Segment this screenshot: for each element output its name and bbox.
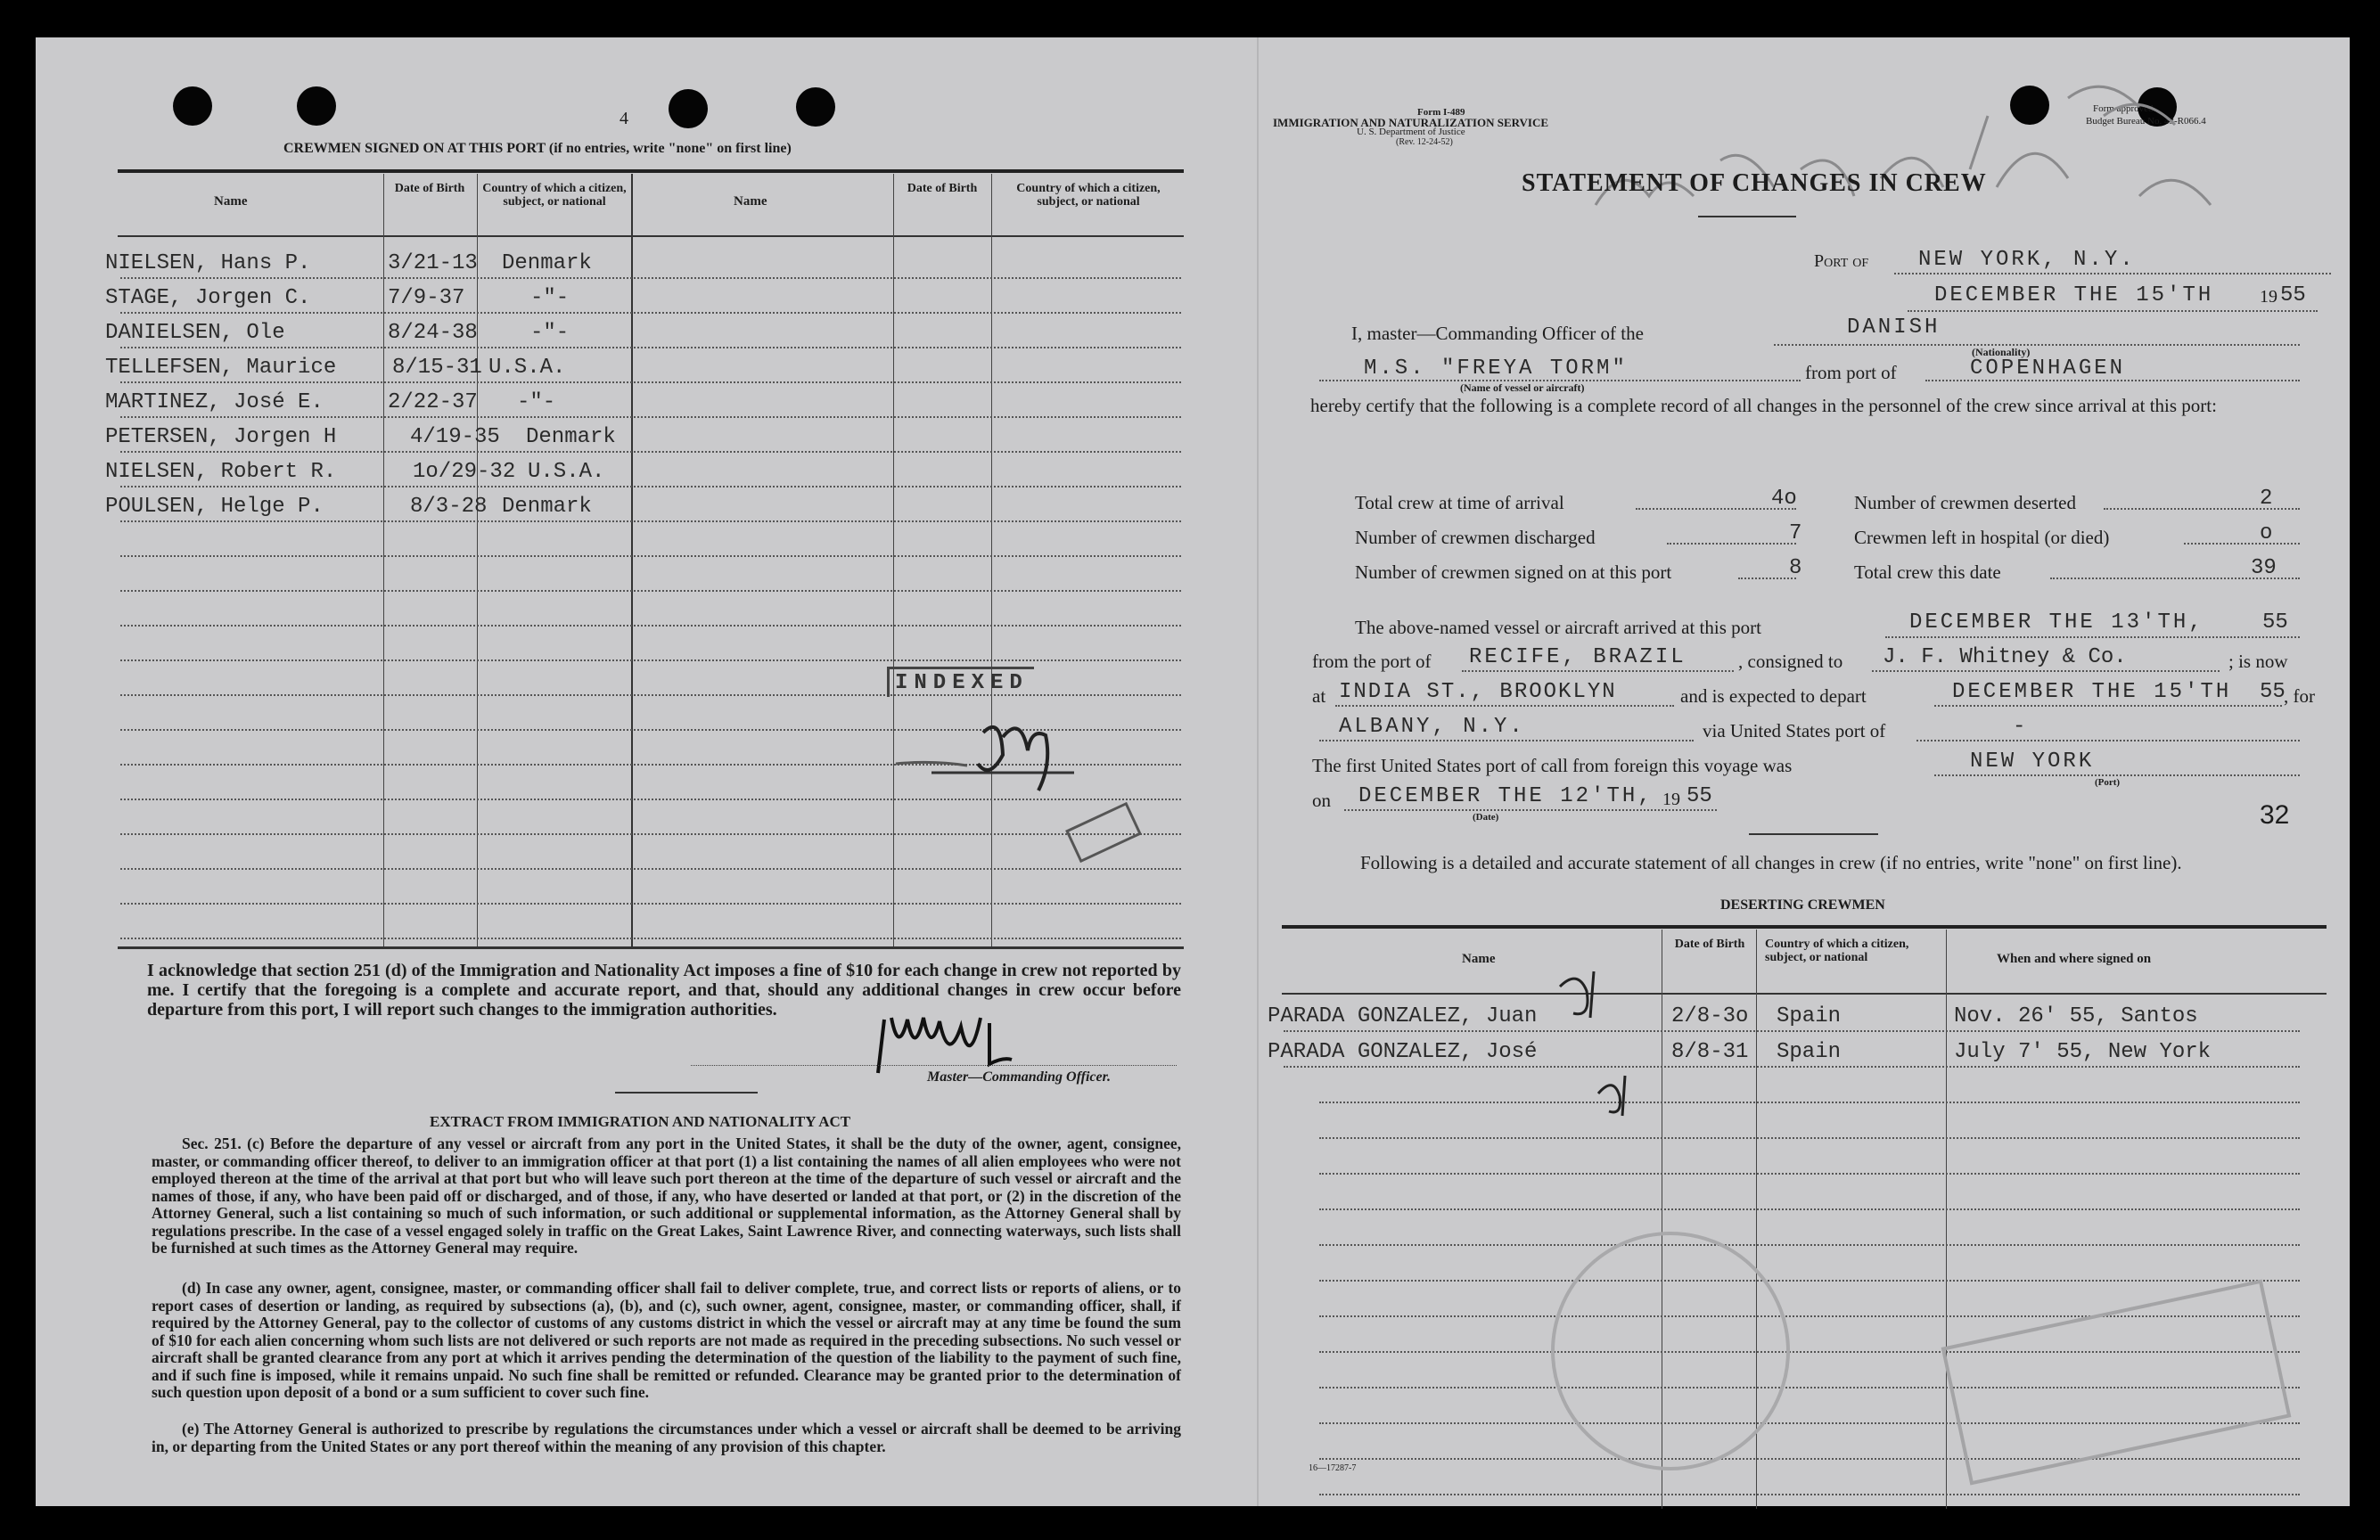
arrived-value: DECEMBER THE 13'TH,	[1909, 610, 2204, 635]
certification-label: I, master—Commanding Officer of the	[1351, 323, 1644, 344]
on-value: DECEMBER THE 12'TH,	[1358, 784, 1654, 808]
stat-hospital-label: Crewmen left in hospital (or died)	[1854, 527, 2110, 548]
print-code: 16—17287-7	[1309, 1463, 1357, 1473]
table-top-rule	[118, 169, 1184, 173]
nationality-caption: (Nationality)	[1972, 346, 2031, 358]
deserter-dob: 8/8-31	[1671, 1040, 1749, 1064]
report-year: 55	[2280, 283, 2306, 307]
extract-paragraph-d: (d) In case any owner, agent, consignee, master, or commanding officer shall fail to deliver complete, true, and correct lists or reports of aliens, or to report cases of desertion or landing, as required by subsections (a), (b), and (c), such owner, agent, consignee, master, or commanding officer, shall, if required by the Attorney General, pay to the collector of customs of any customs district in which the vessel or aircraft may at any time be found the sum of $10 for each alien concerning whom such lists are not delivered or such reports are not made as required in the preceding subsections. No such vessel or aircraft shall be granted clearance from any port at which it arrives pending the determination of the question of the liability to the payment of such fine, and if such fine is imposed, while it remains unpaid. No such fine shall be remitted or refunded. Clearance may be granted prior to the determination of such question upon deposit of a bond or a sum sufficient to cover such fine.	[152, 1279, 1181, 1401]
via-label: via United States port of	[1703, 720, 1886, 741]
stat-discharged-value: 7	[1789, 521, 1802, 545]
crew-dob: 8/3-28	[410, 495, 488, 519]
page-fold	[1257, 37, 1259, 1506]
crew-name: TELLEFSEN, Maurice	[105, 356, 337, 380]
certify-text: hereby certify that the following is a complete record of all changes in the personnel of the crew since arrival at this port:	[1310, 395, 2217, 416]
form-title: STATEMENT OF CHANGES IN CREW	[1522, 169, 1987, 197]
crew-country: -"-	[517, 390, 556, 414]
punch-hole	[669, 89, 708, 128]
document-sheet	[36, 37, 2350, 1506]
stat-signed-on-label: Number of crewmen signed on at this port	[1355, 561, 1672, 583]
budget-bureau: Budget Bureau No. 43-R066.4	[2086, 116, 2206, 127]
signature-caption: Master—Commanding Officer.	[927, 1069, 1111, 1085]
following-text: Following is a detailed and accurate statement of all changes in crew (if no entries, write "none" on first line).	[1360, 852, 2182, 873]
port-value: NEW YORK, N.Y.	[1918, 248, 2136, 272]
is-now-label: ; is now	[2228, 651, 2288, 672]
faded-round-stamp	[1551, 1232, 1790, 1470]
deserting-col-name: Name	[1462, 952, 1496, 966]
port-label: Port of	[1814, 251, 1869, 271]
stat-total-crew-date-value: 39	[2251, 556, 2277, 580]
nationality-value: DANISH	[1847, 315, 1941, 340]
stat-hospital-value: o	[2260, 521, 2273, 545]
on-label: on	[1312, 790, 1331, 811]
acknowledgement-text: I acknowledge that section 251 (d) of the Immigration and Nationality Act imposes a fine of $10 for each change in crew not reported by me. I certify that the foregoing is a complete and accurate report, and that, should any additional changes in crew occur before departure from this port, I will report such changes to the immigration authorities.	[147, 961, 1181, 1020]
right-page-number: 32	[2260, 800, 2290, 830]
deserter-name: PARADA GONZALEZ, José	[1268, 1040, 1538, 1064]
form-number: Form I-489	[1417, 107, 1465, 118]
col-header-dob-2: Date of Birth	[907, 182, 978, 195]
deserting-title: DESERTING CREWMEN	[1720, 897, 1885, 913]
report-date: DECEMBER THE 15'TH	[1934, 283, 2214, 307]
crew-country: Denmark	[502, 495, 592, 519]
col-header-name: Name	[214, 194, 248, 209]
department: U. S. Department of Justice	[1357, 127, 1465, 137]
on-year: 55	[1687, 784, 1712, 808]
crew-name: MARTINEZ, José E.	[105, 390, 324, 414]
crew-country: U.S.A.	[488, 356, 566, 380]
crew-dob: 4/19-35	[410, 425, 500, 449]
crew-name: PETERSEN, Jorgen H	[105, 425, 337, 449]
col-header-dob: Date of Birth	[394, 182, 465, 195]
crew-name: STAGE, Jorgen C.	[105, 286, 311, 310]
port-caption: (Port)	[2095, 777, 2121, 788]
vessel-name: M.S. "FREYA TORM"	[1364, 356, 1628, 381]
table-header-rule	[118, 235, 1184, 237]
date-caption: (Date)	[1473, 812, 1499, 823]
form-approved: Form approved.	[2093, 103, 2156, 114]
stat-total-crew-arrival-value: 4o	[1771, 487, 1797, 511]
stat-total-crew-date-label: Total crew this date	[1854, 561, 2001, 583]
indexed-stamp: INDEXED	[887, 667, 1034, 697]
crew-country: U.S.A.	[528, 460, 605, 484]
stat-total-crew-arrival-label: Total crew at time of arrival	[1355, 492, 1564, 513]
deserting-col-dob: Date of Birth	[1674, 938, 1745, 951]
crew-dob: 8/15-31	[392, 356, 482, 380]
initials-mark	[878, 701, 1092, 799]
crew-dob: 8/24-38	[388, 321, 478, 345]
for-label: , for	[2284, 685, 2315, 707]
stat-discharged-label: Number of crewmen discharged	[1355, 527, 1596, 548]
col-header-name-2: Name	[734, 194, 767, 209]
arrived-label: The above-named vessel or aircraft arrived at this port	[1355, 617, 1761, 638]
agency-name: IMMIGRATION AND NATURALIZATION SERVICE	[1273, 116, 1549, 129]
deserter-name: PARADA GONZALEZ, Juan	[1268, 1004, 1538, 1028]
on-year-prefix: 19	[1662, 790, 1680, 809]
arrived-year: 55	[2262, 610, 2288, 635]
form-revision: (Rev. 12-24-52)	[1396, 137, 1453, 147]
check-mark	[1591, 1071, 1645, 1125]
first-port-value: NEW YORK	[1970, 750, 2095, 774]
extract-title: EXTRACT FROM IMMIGRATION AND NATIONALITY ACT	[430, 1113, 851, 1130]
crew-dob: 2/22-37	[388, 390, 478, 414]
depart-label: and is expected to depart	[1680, 685, 1867, 707]
col-header-country: Country of which a citizen, subject, or national	[482, 182, 627, 209]
extract-paragraph-e: (e) The Attorney General is authorized to prescribe by regulations the circumstances under which a vessel or aircraft shall be deemed to be arriving in, or departing from the United States or any port thereof within the meaning of any provision of this chapter.	[152, 1420, 1181, 1455]
for-value: ALBANY, N.Y.	[1339, 715, 1525, 739]
left-page-number: 4	[620, 109, 628, 128]
check-mark	[1551, 964, 1613, 1027]
extract-paragraph-251c: Sec. 251. (c) Before the departure of any vessel or aircraft from any port in the United States, it shall be the duty of the owner, agent, consignee, master, or commanding officer thereof, to deliver to an immigration officer at that port (1) a list containing the names of all alien employees who were not employed thereon at the time of the arrival at that port but who will leave such port thereon at the time of the departure of such vessel or aircraft and the names of those, if any, who have been paid off or discharged, and of those, if any, who have deserted or landed at that port, or (2) in the discretion of the Attorney General, such a list containing so much of such information, or such additional or supplemental information, as the Attorney General shall by regulations prescribe. In the case of a vessel engaged solely in traffic on the Great Lakes, Saint Lawrence River, and connecting waterways, such lists shall be furnished at such times as the Attorney General may require.	[152, 1135, 1181, 1257]
depart-year: 55	[2260, 680, 2286, 704]
deserter-signed-on: July 7' 55, New York	[1954, 1040, 2212, 1064]
crew-name: POULSEN, Helge P.	[105, 495, 324, 519]
report-year-prefix: 19	[2260, 287, 2277, 307]
crew-dob: 1o/29-32	[413, 460, 516, 484]
stat-deserted-value: 2	[2260, 487, 2273, 511]
consigned-label: , consigned to	[1738, 651, 1843, 672]
punch-hole	[297, 86, 336, 126]
depart-value: DECEMBER THE 15'TH	[1952, 680, 2232, 704]
partial-stamp	[1065, 802, 1142, 863]
crew-dob: 7/9-37	[388, 286, 465, 310]
deserting-col-country: Country of which a citizen, subject, or national	[1765, 938, 1909, 964]
crew-country: -"-	[530, 286, 570, 310]
col-header-country-2: Country of which a citizen, subject, or national	[1016, 182, 1161, 209]
crew-name: NIELSEN, Hans P.	[105, 251, 311, 275]
at-value: INDIA ST., BROOKLYN	[1339, 680, 1617, 704]
crewmen-signed-on-heading: CREWMEN SIGNED ON AT THIS PORT (if no entries, write "none" on first line)	[283, 141, 792, 156]
faded-rect-stamp	[1941, 1279, 2292, 1485]
from-port-value: COPENHAGEN	[1970, 356, 2126, 381]
deserter-dob: 2/8-3o	[1671, 1004, 1749, 1028]
deserter-country: Spain	[1777, 1004, 1842, 1028]
crew-country: Denmark	[526, 425, 616, 449]
stat-deserted-label: Number of crewmen deserted	[1854, 492, 2076, 513]
at-label: at	[1312, 685, 1326, 707]
handwritten-notation	[1569, 62, 2246, 241]
consigned-value: J. F. Whitney & Co.	[1883, 645, 2127, 669]
stat-signed-on-value: 8	[1789, 556, 1802, 580]
from-label: from the port of	[1312, 651, 1432, 672]
vessel-caption: (Name of vessel or aircraft)	[1460, 381, 1585, 394]
from-port-label: from port of	[1805, 362, 1897, 383]
crew-country: Denmark	[502, 251, 592, 275]
crew-country: -"-	[530, 321, 570, 345]
first-port-label: The first United States port of call from foreign this voyage was	[1312, 755, 1793, 776]
deserter-country: Spain	[1777, 1040, 1842, 1064]
crew-name: DANIELSEN, Ole	[105, 321, 285, 345]
deserter-signed-on: Nov. 26' 55, Santos	[1954, 1004, 2198, 1028]
deserting-col-signed-on: When and where signed on	[1997, 952, 2152, 966]
punch-hole	[173, 86, 212, 126]
from-value: RECIFE, BRAZIL	[1469, 645, 1687, 669]
crew-dob: 3/21-13	[388, 251, 478, 275]
crew-name: NIELSEN, Robert R.	[105, 460, 337, 484]
punch-hole	[796, 87, 835, 127]
via-value: -	[2013, 715, 2026, 739]
